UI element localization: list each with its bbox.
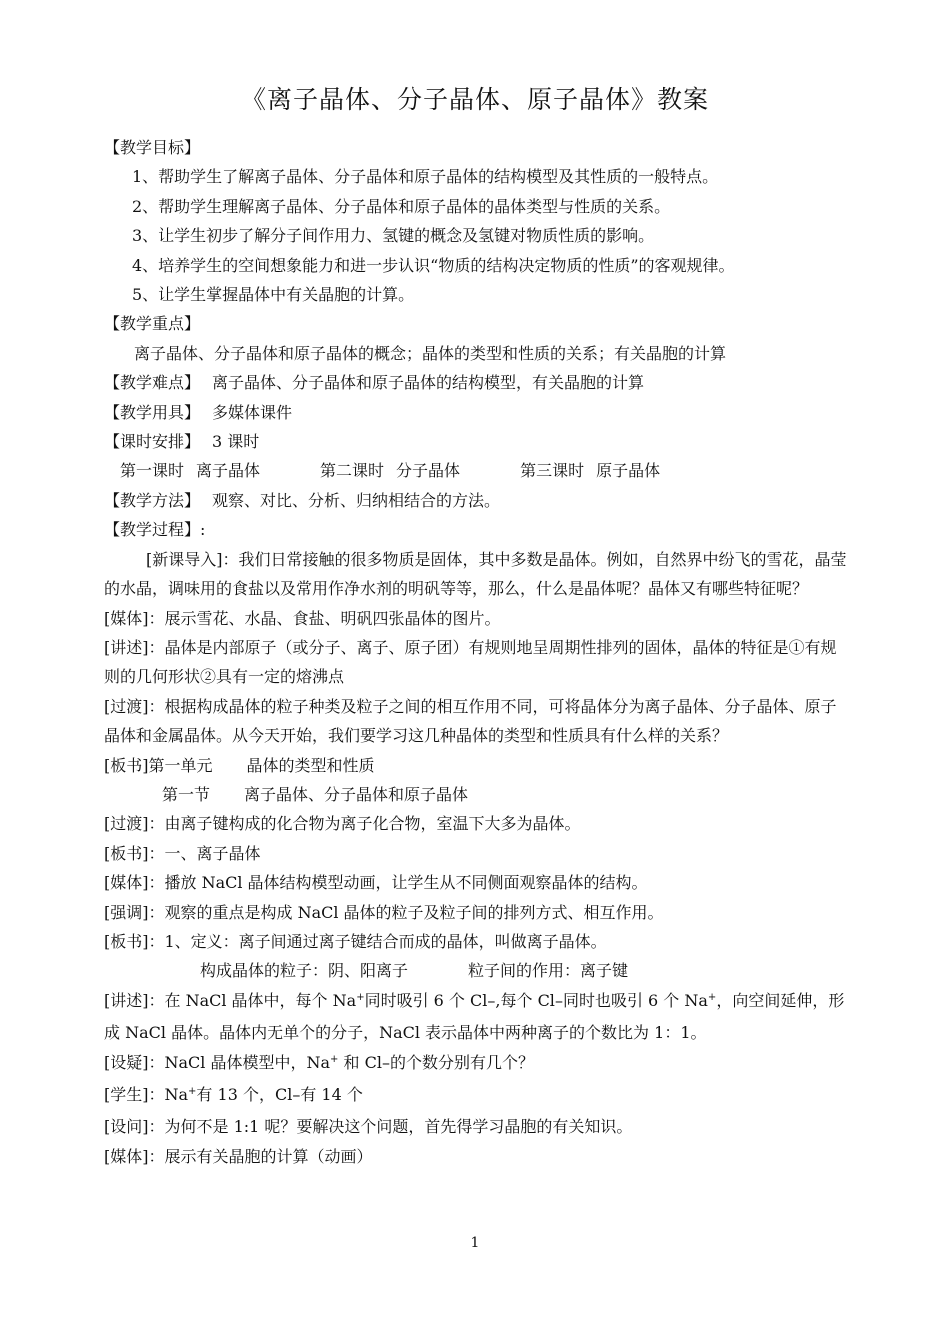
methods-text: 观察、对比、分析、归纳相结合的方法。 [212,490,501,510]
process-board-3: [板书]：1、定义：离子间通过离子键结合而成的晶体，叫做离子晶体。 [104,931,607,951]
process-question-1 [104,1048,848,1080]
process-media-2: [媒体]：播放 NaCl 晶体结构模型动画，让学生从不同侧面观察晶体的结构。 [104,873,648,893]
schedule-text: 3 课时 [212,432,260,452]
schedule-heading: 【课时安排】 [104,432,201,452]
lecture-2-part-e: ，向空间延伸，形成 NaCl 晶体。晶体内无单个的分子，NaCl 表示晶体中两种离子的个数比为 1：1。 [104,990,845,1043]
board-unit [104,751,848,780]
objective-item-2: 2、帮助学生理解离子晶体、分子晶体和原子晶体的晶体类型与性质的关系。 [132,196,671,216]
lesson-2-topic: 分子晶体 [396,461,461,481]
lecture-2-part-c: ,每个 Cl [495,990,555,1010]
lecture-2-part-a: [讲述]：在 NaCl 晶体中，每个 Na [104,990,357,1010]
question-1-part-b: 和 Cl [338,1052,382,1072]
cl-minus-sup: – [381,1052,390,1072]
question-1-part-a: [设疑]：NaCl 晶体模型中，Na [104,1052,331,1072]
process-student [104,1080,848,1112]
key-points-text: 离子晶体、分子晶体和原子晶体的概念；晶体的类型和性质的关系；有关晶胞的计算 [134,343,727,363]
process-emphasis: [强调]：观察的重点是构成 NaCl 晶体的粒子及粒子间的排列方式、相互作用。 [104,902,664,922]
schedule-line [104,427,848,456]
lesson-3-label: 第三课时 [520,461,585,481]
objective-item-5: 5、让学生掌握晶体中有关晶胞的计算。 [132,285,415,305]
lesson-2-label: 第二课时 [320,461,385,481]
interaction-text: 粒子间的作用：离子键 [468,961,629,981]
process-transition-2: [过渡]：由离子键构成的化合物为离子化合物，室温下大多为晶体。 [104,814,581,834]
lecture-2-part-d: 同时也吸引 6 个 Na [562,990,708,1010]
lesson-3-topic: 原子晶体 [596,461,661,481]
na-plus-sup: + [330,1053,339,1065]
process-heading: 【教学过程】: [104,520,206,540]
board-unit-title: 晶体的类型和性质 [246,755,375,775]
na-plus-sup: + [707,991,717,1003]
student-part-b: 有 13 个，Cl [196,1085,293,1104]
process-transition-1: [过渡]：根据构成晶体的粒子种类及粒子之间的相互作用不同，可将晶体分为离子晶体、分子晶体、原子晶体和金属晶体。从今天开始，我们要学习这几种晶体的类型和性质具有什么样的关系？ [104,696,837,746]
cl-minus-sup: – [554,990,563,1010]
na-plus-sup: + [188,1086,197,1097]
schedule-lessons [104,456,848,485]
objective-item-3: 3、让学生初步了解分子间作用力、氢键的概念及氢键对物质性质的影响。 [132,226,655,246]
lesson-1-label: 第一课时 [120,461,185,481]
objectives-heading: 【教学目标】 [104,138,201,157]
question-1-part-c: 的个数分别有几个？ [389,1052,534,1072]
lecture-2-part-b: 同时吸引 6 个 Cl [364,990,488,1010]
particles-text: 构成晶体的粒子：阴、阳离子 [200,961,409,981]
process-board-2: [板书]：一、离子晶体 [104,843,261,863]
methods-line [104,486,848,515]
process-intro: [新课导入]：我们日常接触的很多物质是固体，其中多数是晶体。例如，自然界中纷飞的雪花，晶莹的水晶，调味用的食盐以及常用作净水剂的明矾等等，那么，什么是晶体呢？晶体又有哪些特征呢？ [104,549,847,599]
process-question-2: [设问]：为何不是 1:1 呢？要解决这个问题，首先得学习晶胞的有关知识。 [104,1117,633,1137]
key-points-heading: 【教学重点】 [104,314,201,334]
tools-heading: 【教学用具】 [104,402,201,422]
tools-line [104,398,848,427]
board-section-title: 离子晶体、分子晶体和原子晶体 [244,784,469,804]
methods-heading: 【教学方法】 [104,490,201,510]
difficulties-heading: 【教学难点】 [104,373,201,393]
objective-item-1: 1、帮助学生了解离子晶体、分子晶体和原子晶体的结构模型及其性质的一般特点。 [132,167,719,187]
student-part-a: [学生]：Na [104,1085,189,1104]
difficulties-line [104,368,848,397]
cl-minus-sup: – [292,1085,301,1104]
lesson-1-topic: 离子晶体 [196,461,261,481]
student-part-c: 有 14 个 [300,1085,363,1104]
tools-text: 多媒体课件 [212,402,293,422]
difficulties-text: 离子晶体、分子晶体和原子晶体的结构模型，有关晶胞的计算 [212,373,645,393]
na-plus-sup: + [356,991,365,1003]
objective-item-4: 4、培养学生的空间想象能力和进一步认识“物质的结构决定物质的性质”的客观规律。 [132,255,735,275]
process-lecture-1: [讲述]：晶体是内部原子（或分子、离子、原子团）有规则地呈周期性排列的固体，晶体的特征是①有规则的几何形状②具有一定的熔沸点 [104,637,837,687]
ionic-crystal-particles [104,956,848,985]
board-section-prefix: 第一节 [162,784,211,804]
board-unit-prefix: [板书]第一单元 [104,755,213,775]
process-media-1: [媒体]：展示雪花、水晶、食盐、明矾四张晶体的图片。 [104,608,501,628]
page-number: 1 [470,1235,480,1251]
process-media-3: [媒体]：展示有关晶胞的计算（动画） [104,1146,373,1166]
document-title: 《离子晶体、分子晶体、原子晶体》教案 [240,85,709,114]
board-section [104,780,848,809]
document-body [104,133,848,1171]
cl-minus-sup: – [487,990,496,1010]
process-lecture-2 [104,986,848,1048]
